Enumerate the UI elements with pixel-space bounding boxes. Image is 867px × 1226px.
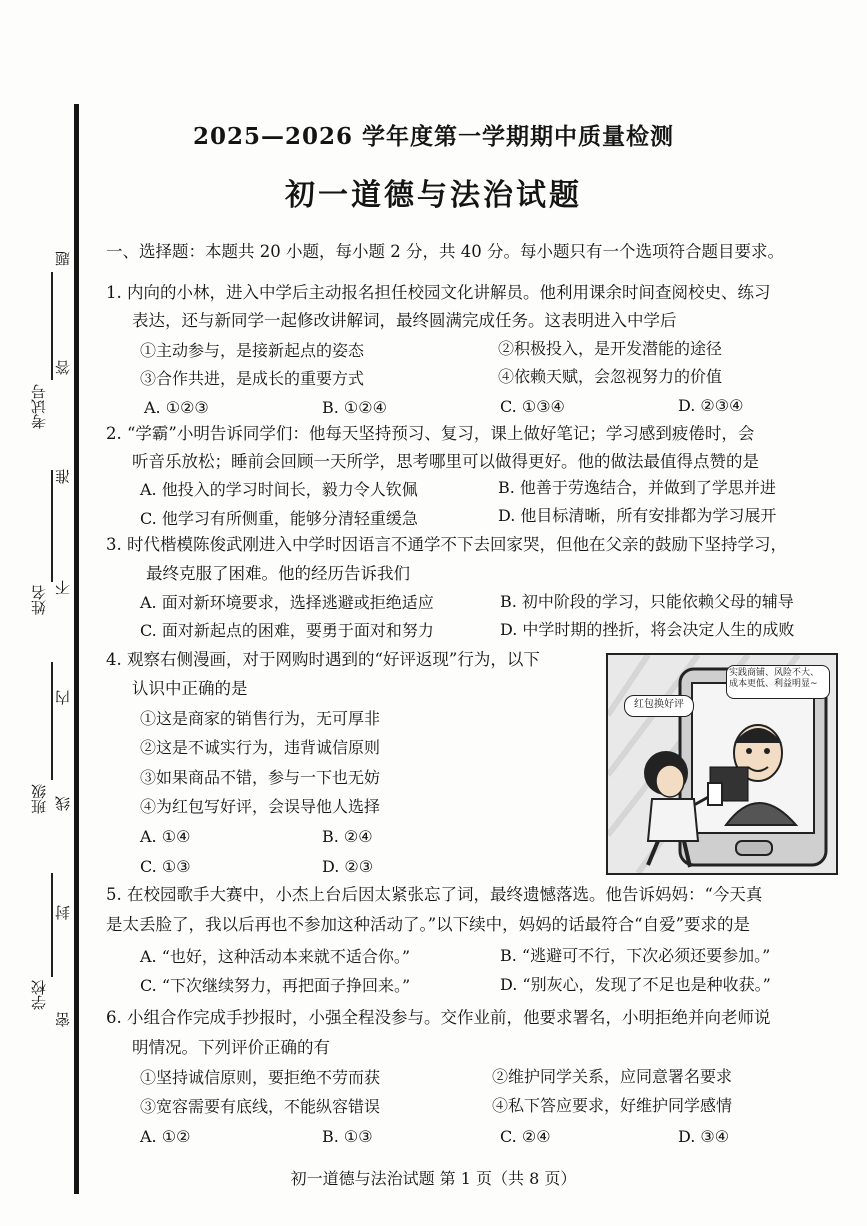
q3-option-a[interactable]: A. 面对新环境要求，选择逃避或拒绝适应 [140, 593, 434, 612]
question-2-line-1: 2. “学霸”小明告诉同学们：他每天坚持预习、复习，课上做好笔记；学习感到疲倦时，会 [106, 424, 755, 443]
sidebar-class-label: 班级 [30, 784, 48, 814]
q6-statement: ②维护同学关系，应同意署名要求 [492, 1067, 733, 1086]
subject-title: 初一道德与法治试题 [285, 178, 582, 213]
q4-statement: ③如果商品不错，参与一下也无妨 [140, 768, 381, 787]
seal-char: 线 [54, 796, 72, 811]
seal-char: 答 [54, 360, 72, 375]
seal-char: 不 [54, 580, 72, 595]
section-heading: 一、选择题：本题共 20 小题，每小题 2 分，共 40 分。每小题只有一个选项符合题目要求。 [106, 242, 784, 261]
q5-option-c[interactable]: C. “下次继续努力，再把面子挣回来。” [140, 976, 411, 995]
speech-bubble-customer: 红包换好评 [624, 695, 694, 717]
question-4-line-1: 4. 观察右侧漫画，对于网购时遇到的“好评返现”行为，以下 [106, 650, 540, 669]
seal-char: 内 [54, 690, 72, 705]
sidebar-exam-no-label: 考试号 [30, 384, 48, 429]
name-input-line[interactable] [51, 470, 53, 582]
q1-statement: ③合作共进，是成长的重要方式 [140, 369, 365, 388]
q6-option-b[interactable]: B. ①③ [322, 1127, 373, 1146]
q5-option-b[interactable]: B. “逃避可不行，下次必须还要参加。” [500, 946, 771, 965]
exam-title: 2025—2026 学年度第一学期期中质量检测 [192, 123, 675, 150]
exam-no-input-line[interactable] [51, 272, 53, 380]
page-footer: 初一道德与法治试题 第 1 页（共 8 页） [290, 1169, 577, 1188]
q2-option-a[interactable]: A. 他投入的学习时间长，毅力令人钦佩 [140, 480, 418, 499]
q1-option-c[interactable]: C. ①③④ [500, 397, 565, 416]
q6-statement: ③宽容需要有底线，不能纵容错误 [140, 1097, 381, 1116]
q4-option-c[interactable]: C. ①③ [140, 857, 191, 876]
seal-char: 题 [54, 251, 72, 266]
q2-option-c[interactable]: C. 他学习有所侧重，能够分清轻重缓急 [140, 509, 418, 528]
q6-statement: ①坚持诚信原则，要拒绝不劳而获 [140, 1068, 381, 1087]
question-4-line-2: 认识中正确的是 [132, 679, 248, 698]
q1-option-a[interactable]: A. ①②③ [144, 398, 209, 417]
question-1-line-2: 表达，还与新同学一起修改讲解词，最终圆满完成任务。这表明进入中学后 [132, 311, 677, 330]
q3-option-b[interactable]: B. 初中阶段的学习，只能依赖父母的辅导 [500, 592, 794, 611]
class-input-line[interactable] [51, 662, 53, 780]
comic-illustration [606, 653, 838, 875]
q1-option-d[interactable]: D. ②③④ [678, 396, 744, 415]
question-5-line-1: 5. 在校园歌手大赛中，小杰上台后因太紧张忘了词，最终遗憾落选。他告诉妈妈：“今天真 [106, 885, 763, 904]
binding-rule [74, 104, 79, 1194]
q1-statement: ②积极投入，是开发潜能的途径 [498, 339, 723, 358]
question-3-line-1: 3. 时代楷模陈俊武刚进入中学时因语言不通学不下去回家哭，但他在父亲的鼓励下坚持学习， [106, 535, 787, 554]
seal-char: 封 [54, 905, 72, 920]
q2-option-b[interactable]: B. 他善于劳逸结合，并做到了学思并进 [498, 478, 776, 497]
q6-option-c[interactable]: C. ②④ [500, 1127, 551, 1146]
question-6-line-1: 6. 小组合作完成手抄报时，小强全程没参与。交作业前，他要求署名，小明拒绝并向老师说 [106, 1008, 771, 1027]
q3-option-c[interactable]: C. 面对新起点的困难，要勇于面对和努力 [140, 621, 434, 640]
q6-statement: ④私下答应要求，好维护同学感情 [492, 1096, 733, 1115]
question-6-line-2: 明情况。下列评价正确的有 [132, 1038, 330, 1057]
q2-option-d[interactable]: D. 他目标清晰，所有安排都为学习展开 [498, 506, 777, 525]
question-3-line-2: 最终克服了困难。他的经历告诉我们 [146, 564, 410, 583]
question-2-line-2: 听音乐放松；睡前会回顾一天所学，思考哪里可以做得更好。他的做法最值得点赞的是 [132, 452, 759, 471]
q4-statement: ①这是商家的销售行为，无可厚非 [140, 709, 381, 728]
q4-option-b[interactable]: B. ②④ [322, 827, 373, 846]
q4-option-a[interactable]: A. ①④ [140, 827, 191, 846]
q4-statement: ④为红包写好评，会误导他人选择 [140, 797, 381, 816]
school-input-line[interactable] [51, 873, 53, 977]
sidebar-name-label: 姓名 [30, 585, 48, 615]
sidebar-school-label: 学校 [30, 980, 48, 1010]
seal-char: 准 [54, 469, 72, 484]
seal-char: 密 [54, 1012, 72, 1027]
q1-statement: ④依赖天赋，会忽视努力的价值 [498, 367, 723, 386]
q6-option-a[interactable]: A. ①② [140, 1127, 191, 1146]
q5-option-a[interactable]: A. “也好，这种活动本来就不适合你。” [140, 947, 411, 966]
q4-statement: ②这是不诚实行为，违背诚信原则 [140, 738, 381, 757]
speech-bubble-merchant: 实践商铺、风险不大、成本更低、利益明显~ [726, 665, 830, 699]
q6-option-d[interactable]: D. ③④ [678, 1127, 730, 1146]
q4-option-d[interactable]: D. ②③ [322, 857, 374, 876]
question-1-line-1: 1. 内向的小林，进入中学后主动报名担任校园文化讲解员。他利用课余时间查阅校史、练习 [106, 283, 771, 302]
q1-statement: ①主动参与，是接新起点的姿态 [140, 341, 365, 360]
q1-option-b[interactable]: B. ①②④ [322, 398, 387, 417]
question-5-line-2: 是太丢脸了，我以后再也不参加这种活动了。”以下续中，妈妈的话最符合“自爱”要求的是 [106, 915, 751, 934]
q5-option-d[interactable]: D. “别灰心，发现了不足也是种收获。” [500, 975, 771, 994]
q3-option-d[interactable]: D. 中学时期的挫折，将会决定人生的成败 [500, 620, 795, 639]
